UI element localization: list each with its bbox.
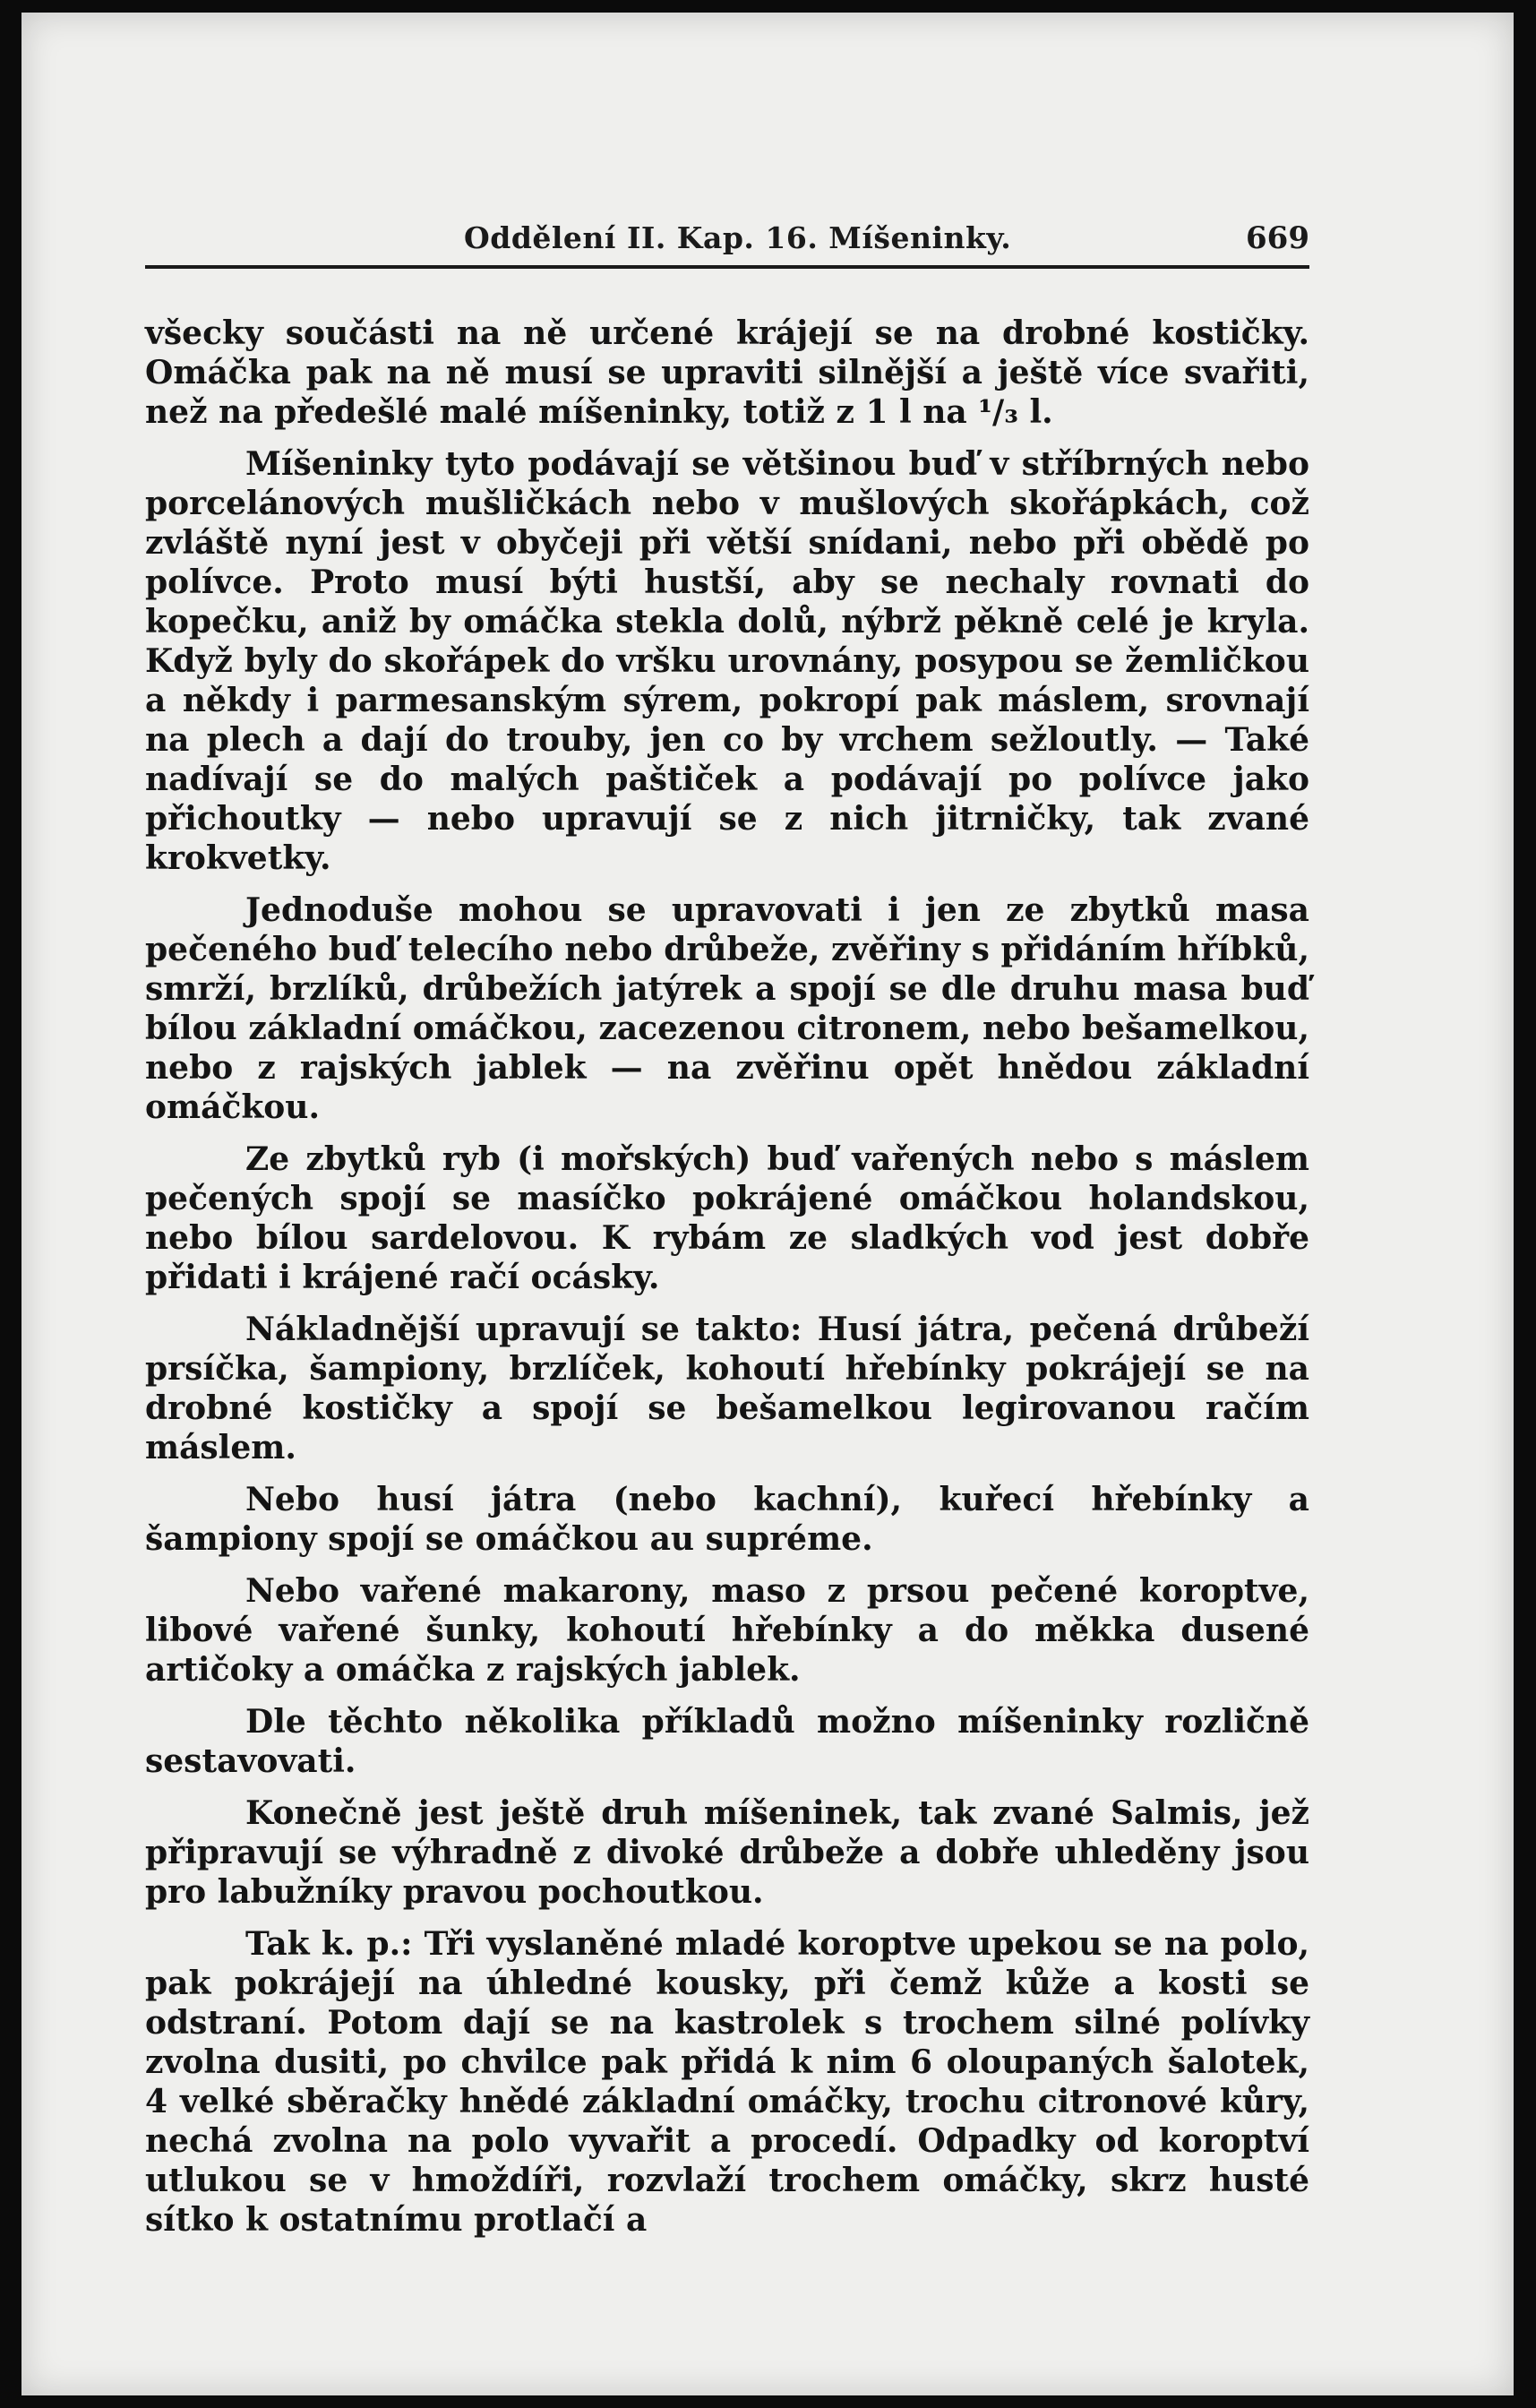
paragraph: Dle těchto několika příkladů možno míšeninky rozličně sestavovati. <box>145 1703 1309 1780</box>
page-number: 669 <box>1246 220 1309 256</box>
paragraph: Míšeninky tyto podávají se většinou buď v stříbrných nebo porcelánových mušličkách nebo v mušlových skořápkách, což zvláště nyní jest v obyčeji při větší snídani, nebo při obědě po polívce. Proto musí býti hustší, aby se nechaly rovnati do kopečku, aniž by omáčka stekla dolů, nýbrž pěkně celé je kryla. Když byly do skořápek do vršku urovnány, posypou se žemličkou a někdy i parmesanským sýrem, pokropí pak máslem, srovnají na plech a dají do trouby, jen co by vrchem sežloutly. — Také nadívají se do malých paštiček a podávají po polívce jako přichoutky — nebo upravují se z nich jitrničky, tak zvané krokvetky. <box>145 445 1309 877</box>
paragraph: Tak k. p.: Tři vyslaněné mladé koroptve upekou se na polo, pak pokrájejí na úhledné kousky, při čemž kůže a kosti se odstraní. Potom dají se na kastrolek s trochem silné polívky zvolna dusiti, po chvilce pak přidá k nim 6 oloupaných šalotek, 4 velké sběračky hnědé základní omáčky, trochu citronové kůry, nechá zvolna na polo vyvařit a procedí. Odpadky od koroptví utlukou se v hmoždíři, rozvlaží trochem omáčky, skrz husté sítko k ostatnímu protlačí a <box>145 1925 1309 2239</box>
paragraph: Konečně jest ještě druh míšeninek, tak zvané Salmis, jež připravují se výhradně z divoké drůbeže a dobře uhleděny jsou pro labužníky pravou pochoutkou. <box>145 1794 1309 1911</box>
paragraph-continuation: všecky součásti na ně určené krájejí se na drobné kostičky. Omáčka pak na ně musí se upraviti silnější a ještě více svařiti, než na předešlé malé míšeninky, totiž z 1 l na ¹/₃ l. <box>145 314 1309 431</box>
body-text <box>145 314 1309 2252</box>
paragraph: Nebo husí játra (nebo kachní), kuřecí hřebínky a šampiony spojí se omáčkou au supréme. <box>145 1481 1309 1558</box>
book-page <box>21 13 1514 2395</box>
paragraph: Jednoduše mohou se upravovati i jen ze zbytků masa pečeného buď telecího nebo drůbeže, zvěřiny s přidáním hříbků, smrží, brzlíků, drůbežích jatýrek a spojí se dle druhu masa buď bílou základní omáčkou, zacezenou citronem, nebo bešamelkou, nebo z rajských jablek — na zvěřinu opět hnědou základní omáčkou. <box>145 891 1309 1126</box>
paragraph: Nákladnější upravují se takto: Husí játra, pečená drůbeží prsíčka, šampiony, brzlíček, kohoutí hřebínky pokrájejí se na drobné kostičky a spojí se bešamelkou legirovanou račím máslem. <box>145 1311 1309 1466</box>
running-header <box>145 215 1309 269</box>
paragraph: Nebo vařené makarony, maso z prsou pečené koroptve, libové vařené šunky, kohoutí hřebínky a do měkka dusené artičoky a omáčka z rajských jablek. <box>145 1572 1309 1689</box>
header-title: Oddělení II. Kap. 16. Míšeninky. <box>464 220 1012 255</box>
paragraph: Ze zbytků ryb (i mořských) buď vařených nebo s máslem pečených spojí se masíčko pokrájené omáčkou holandskou, nebo bílou sardelovou. K rybám ze sladkých vod jest dobře přidati i krájené račí ocásky. <box>145 1140 1309 1296</box>
